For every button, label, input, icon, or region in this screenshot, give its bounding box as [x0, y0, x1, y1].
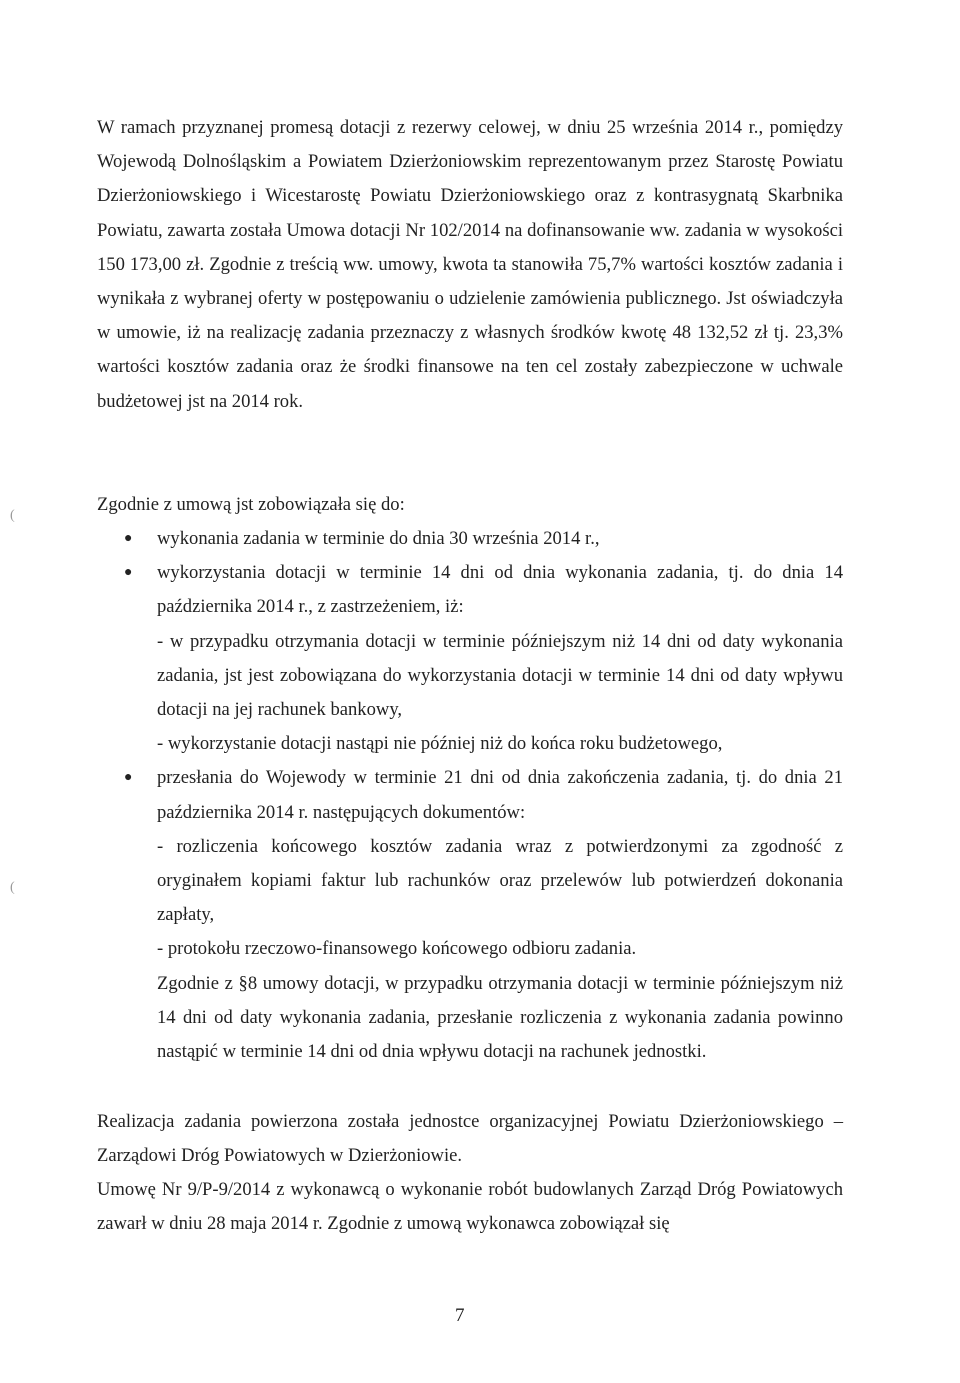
bullet-text: wykonania zadania w terminie do dnia 30 września 2014 r.,	[157, 528, 600, 549]
bullet-text: wykorzystania dotacji w terminie 14 dni od dnia wykonania zadania, tj. do dnia 14 października 2014 r., z zastrzeżeniem, iż:	[157, 562, 843, 618]
list-item	[97, 761, 843, 1069]
note-text: Zgodnie z §8 umowy dotacji, w przypadku otrzymania dotacji w terminie późniejszym niż 14 dni od daty wykonania zadania, przesłanie rozliczenia z wykonania zadania powinno nastąpić w terminie 14 dni od dnia wpływu dotacji na rachunek jednostki.	[157, 972, 843, 1063]
paragraph-obligations-intro: Zgodnie z umową jst zobowiązała się do:	[97, 494, 405, 515]
sub-item-text: - wykorzystanie dotacji nastąpi nie później niż do końca roku budżetowego,	[157, 733, 723, 755]
list-item	[97, 556, 843, 761]
paragraph-grant-agreement: W ramach przyznanej promesą dotacji z rezerwy celowej, w dniu 25 września 2014 r., pomiędzy Wojewodą Dolnośląskim a Powiatem Dzierżoniowskim reprezentowanym przez Starostę Powiatu Dzierżoniowskiego i Wicestarostę Powiatu Dzierżoniowskiego oraz z kontrasygnatą Skarbnika Powiatu, zawarta została Umowa dotacji Nr 102/2014 na dofinansowanie ww. zadania w wysokości 150 173,00 zł. Zgodnie z treścią ww. umowy, kwota ta stanowiła 75,7% wartości kosztów zadania i wynikała z wybranej oferty w postępowaniu o udzielenie zamówienia publicznego. Jst oświadczyła w umowie, iż na realizację zadania przeznaczy z własnych środków kwotę 48 132,52 zł tj. 23,3% wartości kosztów zadania oraz że środki finansowe na ten cel zostały zabezpieczone w uchwale budżetowej jst na 2014 rok.	[97, 117, 843, 412]
margin-mark: (	[10, 508, 15, 523]
sub-item-text: - w przypadku otrzymania dotacji w terminie późniejszym niż 14 dni od daty wykonania zadania, jst jest zobowiązana do wykorzystania dotacji w terminie 14 dni od daty wpływu dotacji na jej rachunek bankowy,	[157, 630, 843, 721]
page-number: 7	[455, 1305, 465, 1326]
margin-mark: (	[10, 880, 15, 895]
sub-item-text: - protokołu rzeczowo-finansowego końcowego odbioru zadania.	[157, 938, 637, 960]
paragraph-contractor-agreement: Umowę Nr 9/P-9/2014 z wykonawcą o wykonanie robót budowlanych Zarząd Dróg Powiatowych zawarł w dniu 28 maja 2014 r. Zgodnie z umową wykonawca zobowiązał się	[97, 1179, 843, 1235]
bullet-icon: ●	[124, 565, 133, 581]
obligations-list	[97, 522, 843, 1069]
bullet-icon: ●	[124, 531, 133, 546]
sub-item-text: - rozliczenia końcowego kosztów zadania wraz z potwierdzonymi za zgodność z oryginałem kopiami faktur lub rachunków oraz przelewów lub potwierdzeń dokonania zapłaty,	[157, 835, 843, 926]
bullet-text: przesłania do Wojewody w terminie 21 dni od dnia zakończenia zadania, tj. do dnia 21 października 2014 r. następujących dokumentów:	[157, 767, 843, 823]
bullet-icon: ●	[124, 770, 133, 786]
list-item	[97, 522, 843, 556]
paragraph-task-assignment: Realizacja zadania powierzona została jednostce organizacyjnej Powiatu Dzierżoniowskiego – Zarządowi Dróg Powiatowych w Dzierżoniowie.	[97, 1111, 843, 1167]
